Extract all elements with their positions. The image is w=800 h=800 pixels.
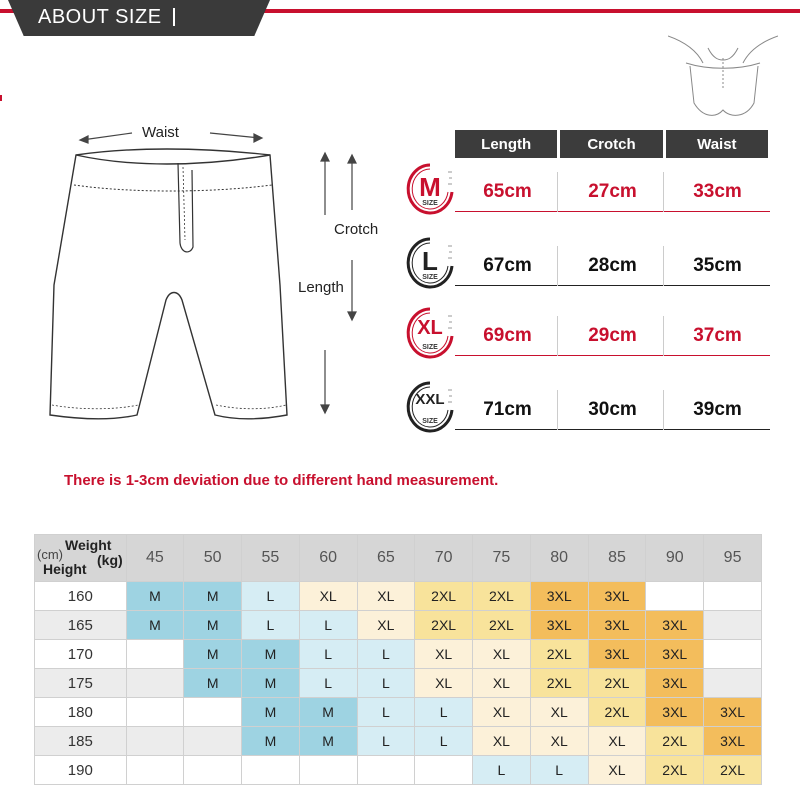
weight-header-cell: 45 [126, 535, 184, 582]
spec-value: 35cm [693, 255, 742, 276]
title-divider [173, 8, 175, 26]
size-cell [126, 727, 184, 756]
size-cell: M [242, 698, 300, 727]
height-cell: 175 [35, 669, 127, 698]
size-cell: M [242, 640, 300, 669]
size-cell: XL [588, 727, 646, 756]
spec-value: 33cm [693, 181, 742, 202]
spec-value: 27cm [588, 181, 637, 202]
spec-value: 67cm [483, 255, 532, 276]
height-unit: (cm) [37, 547, 63, 562]
size-cell: L [473, 756, 531, 785]
spec-row [405, 236, 770, 292]
size-cell: M [126, 611, 184, 640]
table-row [35, 756, 762, 785]
size-cell: M [184, 640, 242, 669]
size-cell: XL [473, 669, 531, 698]
weight-header-cell: 80 [530, 535, 588, 582]
size-cell: L [530, 756, 588, 785]
length-label: Length [298, 279, 344, 296]
size-cell: L [415, 698, 473, 727]
size-cell [357, 756, 415, 785]
size-badge-sub: SIZE [422, 200, 438, 207]
spec-row [405, 380, 770, 436]
size-cell [184, 698, 242, 727]
size-cell: L [415, 727, 473, 756]
size-cell: 2XL [646, 727, 704, 756]
spec-col-waist: Waist [666, 130, 768, 158]
table-row [35, 611, 762, 640]
size-cell [126, 756, 184, 785]
size-badge-label: XL [417, 317, 443, 339]
size-cell: M [184, 669, 242, 698]
size-cell: L [357, 669, 415, 698]
table-row [35, 698, 762, 727]
spec-value: 65cm [483, 181, 532, 202]
size-cell: XL [473, 640, 531, 669]
weight-header-cell: 75 [473, 535, 531, 582]
table-row [35, 727, 762, 756]
size-cell: 3XL [646, 640, 704, 669]
size-cell: 2XL [530, 669, 588, 698]
size-cell: L [299, 611, 357, 640]
size-cell: XL [530, 727, 588, 756]
size-cell [646, 582, 704, 611]
size-cell [242, 756, 300, 785]
spec-value: 39cm [693, 399, 742, 420]
spec-value: 69cm [483, 325, 532, 346]
size-cell: 2XL [415, 582, 473, 611]
spec-cells [455, 236, 770, 292]
size-cell: XL [415, 669, 473, 698]
spec-value: 28cm [588, 255, 637, 276]
size-cell [415, 756, 473, 785]
size-cell: 3XL [530, 611, 588, 640]
size-badge-sub: SIZE [422, 274, 438, 281]
size-cell: XL [299, 582, 357, 611]
size-cell [184, 727, 242, 756]
size-cell: M [299, 727, 357, 756]
spec-value: 30cm [588, 399, 637, 420]
size-cell: 3XL [588, 582, 646, 611]
size-cell: XL [530, 698, 588, 727]
height-label: Height [43, 561, 87, 577]
spec-col-length: Length [455, 130, 560, 158]
size-badge-label: M [419, 172, 441, 202]
size-cell: L [357, 698, 415, 727]
height-cell: 170 [35, 640, 127, 669]
spec-cells [455, 306, 770, 362]
size-cell: 2XL [415, 611, 473, 640]
size-cell: XL [357, 582, 415, 611]
height-cell: 165 [35, 611, 127, 640]
waist-label: Waist [142, 124, 179, 141]
size-cell: L [242, 582, 300, 611]
weight-header-row [35, 535, 762, 582]
waist-measure-illustration [668, 18, 778, 128]
size-cell: M [184, 582, 242, 611]
size-cell: L [357, 640, 415, 669]
spec-value: 37cm [693, 325, 742, 346]
spec-cells [455, 162, 770, 218]
weight-header-cell: 55 [242, 535, 300, 582]
size-cell: 3XL [646, 698, 704, 727]
size-cell [704, 582, 762, 611]
size-cell: 3XL [588, 611, 646, 640]
size-cell: 2XL [588, 669, 646, 698]
size-cell [184, 756, 242, 785]
size-cell [126, 698, 184, 727]
height-cell: 185 [35, 727, 127, 756]
size-cell: M [299, 698, 357, 727]
height-cell: 190 [35, 756, 127, 785]
spec-value: 71cm [483, 399, 532, 420]
size-badge-sub: SIZE [422, 344, 438, 351]
size-cell: 3XL [704, 727, 762, 756]
size-cell [299, 756, 357, 785]
size-cell: 2XL [473, 582, 531, 611]
size-badge-icon [405, 380, 455, 436]
crotch-label: Crotch [334, 221, 379, 238]
spec-cells [455, 380, 770, 436]
size-cell: 3XL [588, 640, 646, 669]
size-cell [126, 640, 184, 669]
shorts-diagram [40, 115, 370, 435]
size-cell: 2XL [473, 611, 531, 640]
spec-col-crotch: Crotch [560, 130, 665, 158]
size-cell: M [126, 582, 184, 611]
size-cell: XL [588, 756, 646, 785]
size-cell: XL [473, 698, 531, 727]
size-cell: 3XL [646, 669, 704, 698]
spec-row [405, 306, 770, 362]
spec-row [405, 162, 770, 218]
size-cell: L [299, 669, 357, 698]
size-cell [704, 611, 762, 640]
size-cell [704, 669, 762, 698]
weight-header-cell: 50 [184, 535, 242, 582]
weight-header-cell: 95 [704, 535, 762, 582]
size-cell: L [299, 640, 357, 669]
height-cell: 160 [35, 582, 127, 611]
size-cell: L [357, 727, 415, 756]
size-cell: 2XL [588, 698, 646, 727]
size-cell: M [242, 669, 300, 698]
size-cell: 2XL [646, 756, 704, 785]
size-cell: 2XL [530, 640, 588, 669]
weight-header-cell: 85 [588, 535, 646, 582]
weight-label: Weight [65, 537, 112, 553]
size-badge-label: XXL [415, 391, 445, 408]
size-badge-sub: SIZE [422, 418, 438, 425]
side-marker [0, 95, 2, 101]
size-cell: 3XL [704, 698, 762, 727]
spec-value: 29cm [588, 325, 637, 346]
size-cell: L [242, 611, 300, 640]
size-badge-label: L [422, 246, 438, 276]
size-cell: XL [415, 640, 473, 669]
weight-header-cell: 90 [646, 535, 704, 582]
size-cell: XL [473, 727, 531, 756]
size-cell: XL [357, 611, 415, 640]
weight-header-cell: 60 [299, 535, 357, 582]
weight-header-cell: 65 [357, 535, 415, 582]
size-cell: 3XL [646, 611, 704, 640]
deviation-note: There is 1-3cm deviation due to different hand measurement. [64, 472, 499, 489]
table-row [35, 582, 762, 611]
weight-unit: (kg) [97, 552, 123, 568]
size-cell: M [184, 611, 242, 640]
table-corner-cell [35, 535, 127, 582]
size-cell [126, 669, 184, 698]
weight-header-cell: 70 [415, 535, 473, 582]
height-cell: 180 [35, 698, 127, 727]
spec-table-header [455, 130, 768, 158]
size-cell: M [242, 727, 300, 756]
size-cell: 2XL [704, 756, 762, 785]
table-row [35, 640, 762, 669]
size-chart-table [34, 534, 762, 785]
page-title: ABOUT SIZE [38, 6, 162, 28]
table-row [35, 669, 762, 698]
size-cell [704, 640, 762, 669]
size-cell: 3XL [530, 582, 588, 611]
